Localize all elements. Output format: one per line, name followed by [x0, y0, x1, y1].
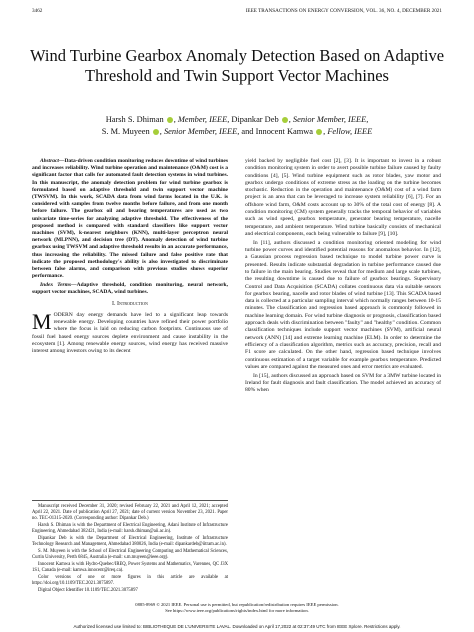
right-column [245, 158, 441, 396]
index-terms-label: Index Terms— [40, 281, 77, 288]
author-list [40, 114, 434, 138]
left-column [32, 158, 228, 357]
copyright-line-1: 0885-8969 © 2021 IEEE. Personal use is permitted, but republication/redistribution requires IEEE permission. [135, 602, 339, 607]
footnote: Innocent Kamwa is with Hydro-Quebec/IREQ, Power Systems and Mathematics, Varennes, QC J3X 1S1, Canada (e-mail: kamwa.innocent@ireq.ca). [32, 562, 228, 573]
intro-text: ODERN day energy demands have led to a significant leap towards renewable energy. Developing countries have refined their power portfolio where the focus is laid on reducing carbon footprints. Continuous use of fossil fuel based energy sources deplete environment and cause instability in the ecosystem [1]. Among renewable energy sources, wind energy has received massive interest among investors owing to its decent [32, 311, 228, 355]
footnotes [32, 500, 228, 595]
orcid-icon[interactable] [153, 129, 159, 135]
orcid-icon[interactable] [282, 117, 288, 123]
index-terms [32, 282, 228, 296]
abstract-text: Data-driven condition monitoring reduces downtime of wind turbines and increases reliability. Wind turbine operation and maintenance (O&M) cost is a significant factor that calls for automated fault detection systems in wind turbines. In this manuscript, the anomaly detection problem for wind turbine gearbox is formulated based on adaptive threshold and twin support vector machine (TWSVM). In this work, SCADA data from wind farms located in the U.K. is considered with samples from twelve months before failure, and from one month before failure. The gearbox oil and bearing temperatures are used as two univariate time-series for analyzing adaptive threshold. The effectiveness of the proposed method is compared with standard classifiers like support vector machines (SVM), k-nearest neighbors (KNN), multi-layer perceptron neural network (MLPNN), and decision tree (DT). Anomaly detection of wind turbine gearbox using TWSVM and adaptive threshold results in an accurate performance, thus increasing the reliability. The missed failure and false positive rate that indicate the proposed methodology's ability is also investigated to discriminate between false alarms, and comparison with previous studies shows superior performance. [32, 158, 228, 280]
abstract [32, 158, 228, 280]
orcid-icon[interactable] [167, 117, 173, 123]
page-number: 3462 [32, 7, 43, 14]
journal-name: IEEE TRANSACTIONS ON ENERGY CONVERSION, VOL. 36, NO. 4, DECEMBER 2021 [245, 7, 442, 14]
running-header [32, 6, 442, 15]
abstract-label: Abstract— [40, 158, 65, 164]
author-line-2: S. M. Muyeen , Senior Member, IEEE, and Innocent Kamwa , Fellow, IEEE [101, 127, 373, 136]
body-paragraph: In [15], authors discussed an approach based on SVM for a 3MW turbine located in Ireland for fault diagnosis and fault classification. The model achieved an accuracy of 80% when [245, 372, 441, 394]
section-heading: I. Introduction [112, 301, 148, 308]
intro-paragraph [32, 308, 228, 356]
footnote: S. M. Muyeen is with the School of Electrical Engineering Computing and Mathematical Sciences, Curtin University, Perth 6845, Australia (e-mail: s.m.muyeen@ieee.org). [32, 549, 228, 560]
author-line-1: Harsh S. Dhiman , Member, IEEE, Dipankar Deb , Senior Member, IEEE, [105, 115, 369, 124]
footnote: Dipankar Deb is with the Department of Electrical Engineering, Institute of Infrastructure Technology Research and Management, Ahmedabad 380026, India (e-mail: dipankardeb@iitram.ac.in). [32, 536, 228, 547]
footnote: Manuscript received December 31, 2020; revised February 22, 2021 and April 12, 2021; accepted April 22, 2021. Date of publication April 27, 2021; date of current version November 23, 2021. Paper no. TEC-01315-2020. (Corresponding author: Dipankar Deb.) [32, 504, 228, 521]
footnote: Harsh S. Dhiman is with the Department of Electrical Engineering, Adani Institute of Infrastructure Engineering, Ahmedabad 382421, India (e-mail: harsh.dhiman@aii.ac.in). [32, 523, 228, 534]
body-paragraph: yield backed by negligible fuel cost [2], [3]. It is important to invest in a robust condition monitoring system in order to avert possible turbine failure caused by faulty conditions [4], [5]. Wind turbine equipment such as rotor blades, yaw motor and gearbox undergo conditions of extreme stress as the loading on the turbine becomes stochastic. Reduction in the operation and maintenance (O&M) cost of a wind farm project is an area that can be leveraged to increase system reliability [6], [7]. For an offshore wind farm, O&M costs account up to 30% of the total cost of energy [8]. A condition monitoring (CM) system generally tracks the temporal behavior of variables such as wind speed, gearbox temperature, generator bearing temperature, nacelle temperature, and ambient temperature. Wind turbine basically consists of mechanical and electrical components, each being vulnerable to failure [9], [10]. [245, 158, 441, 237]
drop-cap: M [32, 308, 52, 334]
paper-title: Wind Turbine Gearbox Anomaly Detection Based on Adaptive Threshold and Twin Support Vector Machines [29, 46, 445, 85]
index-terms-text: Adaptive threshold, condition monitoring, neural network, support vector machines, SCADA, wind turbines. [32, 281, 228, 296]
license-notice: Authorized licensed use limited to: BIBLIOTHEQUE DE L'UNIVERSITE LAVAL. Downloaded on April 17,2022 at 02:37:49 UTC from IEEE Xplore. Restrictions apply. [73, 624, 401, 629]
footnote: Color versions of one or more figures in this article are available at https://doi.org/10.1109/TEC.2021.3075897. [32, 575, 228, 586]
footnote: Digital Object Identifier 10.1109/TEC.2021.3075897 [38, 588, 138, 593]
copyright-line-2: See https://www.ieee.org/publications/rights/index.html for more information. [165, 608, 309, 613]
orcid-icon[interactable] [316, 129, 322, 135]
body-paragraph: In [11], authors discussed a condition monitoring oriented modeling for wind turbine power curves and identified potential reasons for anomalous behavior. In [12], a Gaussian process regression based technique to model turbine power curve is presented. Results indicate substantial degradation in turbine performance caused due to failure in the main bearing. Studies reveal that for medium and large scale turbines, the resulting downtime is caused due to failure of gearbox bearings. Supervisory Control and Data Acquisition (SCADA) collates continuous data via suitable sensors for gearbox bearing, nacelle and rotor blades of wind turbine [13]. This SCADA based data is collected at a particular sampling interval which normally ranges between 10-15 minutes. The classification and regression based approach is commonly followed in machine learning domain. For wind turbine diagnosis or prognosis, classification based approach deals with discrimination between "faulty" and "healthy" condition. Common classification techniques include support vector machines (SVM), artificial neural network (ANN) [14] and extreme learning machine (ELM). In order to determine the efficiency of a classification algorithm, metrics such as accuracy, precision, recall and F1 score are calculated. On the other hand, regression based technique involves continuous estimation of a target variable for example gearbox temperature. Predicted values are compared against the measured ones and error metrics are evaluated. [245, 239, 441, 370]
copyright-notice [32, 602, 442, 614]
